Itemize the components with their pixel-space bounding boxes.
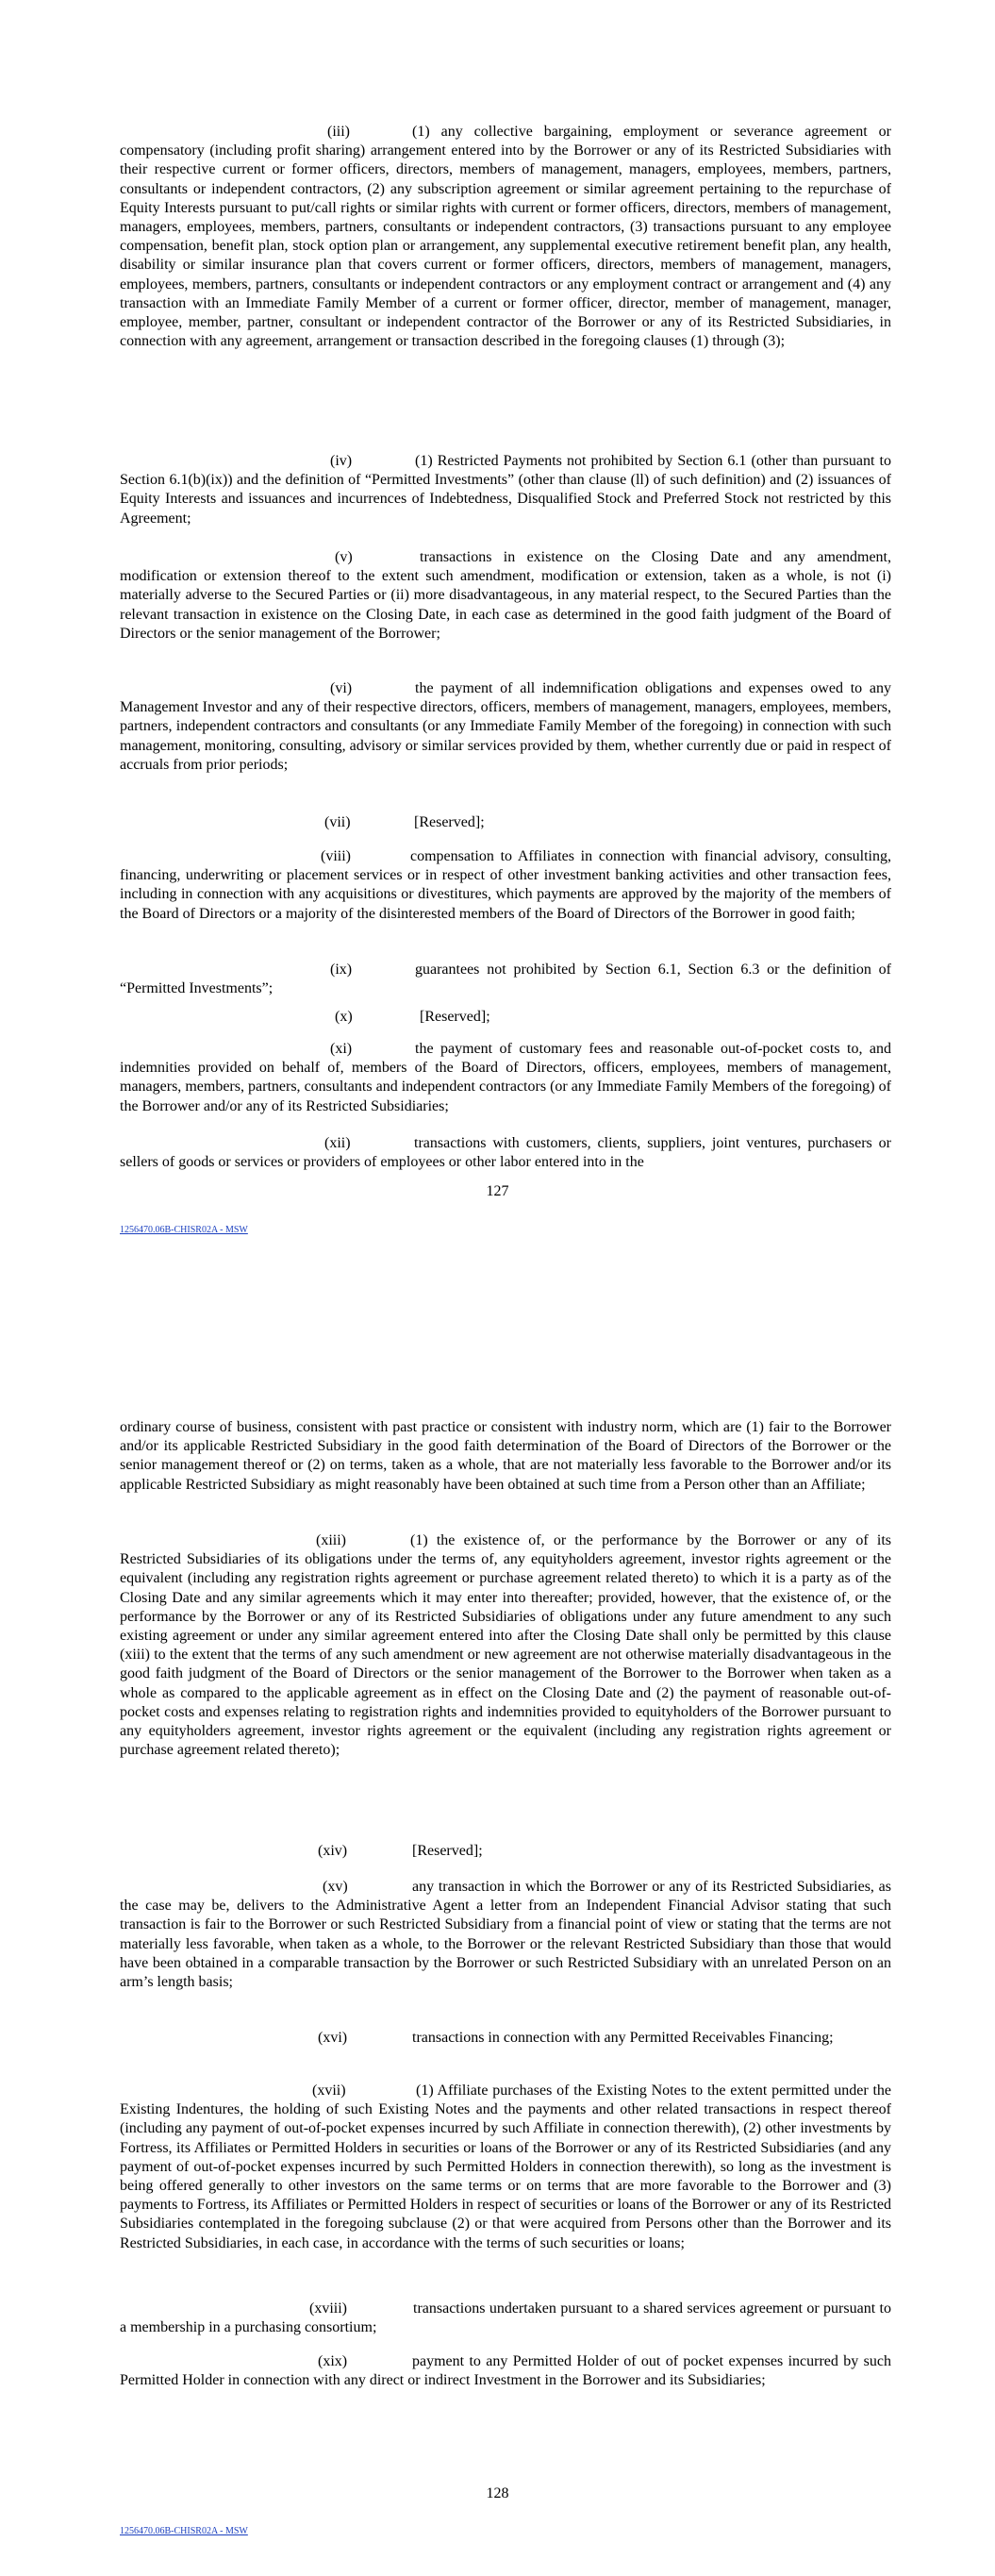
document-id-link[interactable]: 1256470.06B-CHISR02A - MSW xyxy=(120,1225,248,1235)
clause-text: (1) the existence of, or the performance by the Borrower or any of its Restricted Subsidiaries of its obligations under the terms of, any equityholders agreement, investor rights agreement or the equivalent (including any registration rights agreement or purchase agreement related thereto) to which it is a party as of the Closing Date and any similar agreements which it may enter into thereafter; provided, however, that the existence of, or the performance by the Borrower or any of its Restricted Subsidiaries of obligations under any future amendment to any such existing agreement or under any similar agreement entered into after the Closing Date shall only be permitted by this clause (xiii) to the extent that the terms of any such amendment or new agreement are not otherwise materially disadvantageous in the good faith judgment of the Board of Directors or the senior management of the Borrower to the Borrower when taken as a whole as compared to the applicable agreement as in effect on the Closing Date and (2) the payment of reasonable out-of-pocket costs and expenses relating to registration rights and indemnities provided to equityholders of the Borrower pursuant to any equityholders agreement, investor rights agreement or the equivalent (including any registration rights agreement or purchase agreement related thereto); xyxy=(120,1532,891,1759)
clause-xiv xyxy=(120,1842,891,1861)
continuation-paragraph: ordinary course of business, consistent with past practice or consistent with industry norm, which are (1) fair to the Borrower and/or its applicable Restricted Subsidiary in the good faith determination of the Board of Directors of the Borrower or the senior management thereof or (2) on terms, taken as a whole, that are not materially less favorable to the Borrower and/or its applicable Restricted Subsidiary as might reasonably have been obtained at such time from a Person other than an Affiliate; xyxy=(120,1419,891,1493)
clause-number: (viii) xyxy=(321,848,351,864)
clause-text: any transaction in which the Borrower or any of its Restricted Subsidiaries, as the case may be, delivers to the Administrative Agent a letter from an Independent Financial Advisor stating that such transaction is fair to the Borrower or such Restricted Subsidiary from a financial point of view or stating that the terms are not materially less favorable, when taken as a whole, to the Borrower or the relevant Restricted Subsidiary than those that would have been obtained in a comparable transaction by the Borrower or such Restricted Subsidiary with an unrelated Person on an arm’s length basis; xyxy=(120,1879,891,1991)
clause-iii xyxy=(120,123,891,351)
clause-text: the payment of all indemnification obligations and expenses owed to any Management Investor and any of their respective directors, officers, members of management, managers, employees, members, partners, independent contractors and consultants (or any Immediate Family Member of the foregoing) in connection with such management, monitoring, consulting, advisory or similar services provided by them, whether currently due or paid in respect of accruals from prior periods; xyxy=(120,680,891,773)
clause-xv xyxy=(120,1878,891,1992)
clause-text: transactions with customers, clients, suppliers, joint ventures, purchasers or sellers of goods or services or providers of employees or other labor entered into in the xyxy=(120,1135,891,1171)
clause-x xyxy=(120,1008,891,1027)
clause-xii xyxy=(120,1134,891,1172)
clause-number: (xix) xyxy=(318,2353,348,2369)
clause-text: transactions in existence on the Closing Date and any amendment, modification or extension thereof to the extent such amendment, modification or extension, taken as a whole, is not (i) materially adverse to the Secured Parties or (ii) more disadvantageous, in any material respect, to the Secured Parties than the relevant transaction in existence on the Closing Date, in each case as determined in the good faith judgment of the Board of Directors or the senior management of the Borrower; xyxy=(120,549,891,642)
clause-number: (vii) xyxy=(324,814,351,830)
clause-number: (xiv) xyxy=(318,1843,348,1859)
clause-text: payment to any Permitted Holder of out of pocket expenses incurred by such Permitted Holder in connection with any direct or indirect Investment in the Borrower and its Subsidiaries; xyxy=(120,2353,891,2389)
clause-number: (xii) xyxy=(324,1135,351,1151)
clause-vi xyxy=(120,679,891,775)
clause-text: (1) Affiliate purchases of the Existing Notes to the extent permitted under the Existing Indentures, the holding of such Existing Notes and the payments and other related transactions in respect thereof (including any payment of out-of-pocket expenses incurred by such Affiliate in connection therewith), (2) other investments by Fortress, its Affiliates or Permitted Holders in securities or loans of the Borrower or any of its Restricted Subsidiaries (and any payment of out-of-pocket expenses incurred by such Permitted Holders in connection therewith), so long as the investment is being offered generally to other investors on the same terms or on terms that are more favorable to the Borrower and (3) payments to Fortress, its Affiliates or Permitted Holders in respect of securities or loans of the Borrower or any of its Restricted Subsidiaries contemplated in the foregoing subclause (2) or that were acquired from Persons other than the Borrower and its Restricted Subsidiaries, in each case, in accordance with the terms of such securities or loans; xyxy=(120,2083,891,2251)
clause-xiii xyxy=(120,1531,891,1760)
clause-number: (vi) xyxy=(330,680,353,696)
clause-number: (iv) xyxy=(330,453,353,469)
clause-number: (iii) xyxy=(327,124,350,140)
clause-v xyxy=(120,548,891,644)
clause-xvii xyxy=(120,2082,891,2253)
clause-number: (x) xyxy=(335,1009,353,1025)
clause-text: (1) Restricted Payments not prohibited by Section 6.1 (other than pursuant to Section 6.1(b)(ix)) and the definition of “Permitted Investments” (other than clause (ll) of such definition) and (2) issuances of Equity Interests and issuances and incurrences of Indebtedness, Disqualified Stock and Preferred Stock not restricted by this Agreement; xyxy=(120,453,891,527)
clause-number: (xviii) xyxy=(309,2300,347,2317)
clause-vii xyxy=(120,813,891,832)
clause-text: [Reserved]; xyxy=(414,814,485,830)
clause-text: transactions undertaken pursuant to a shared services agreement or pursuant to a membership in a purchasing consortium; xyxy=(120,2300,891,2336)
clause-xvi xyxy=(120,2029,891,2048)
clause-text: (1) any collective bargaining, employment or severance agreement or compensatory (including profit sharing) arrangement entered into by the Borrower or any of its Restricted Subsidiaries with their respective current or former officers, directors, members of management, managers, employees, members, partners, consultants or independent contractors, (2) any subscription agreement or similar agreement pertaining to the repurchase of Equity Interests pursuant to put/call rights or similar rights with current or former officers, directors, members of management, managers, employees, members, partners, consultants or independent contractors, (3) transactions pursuant to any employee compensation, benefit plan, stock option plan or arrangement, any supplemental executive retirement benefit plan, any health, disability or similar insurance plan that covers current or former officers, directors, members of management, managers, employees, members, partners, consultants or independent contractors or any employment contract or arrangement and (4) any transaction with an Immediate Family Member of a current or former officer, director, member of management, manager, employee, member, partner, consultant or independent contractor of the Borrower or any of its Restricted Subsidiaries, in connection with any agreement, arrangement or transaction described in the foregoing clauses (1) through (3); xyxy=(120,124,891,350)
clause-ix xyxy=(120,961,891,998)
clause-number: (xi) xyxy=(330,1041,353,1057)
page-127 xyxy=(0,0,995,1264)
document-id-link[interactable]: 1256470.06B-CHISR02A - MSW xyxy=(120,2526,248,2536)
clause-text: [Reserved]; xyxy=(420,1009,490,1025)
clause-text: the payment of customary fees and reasonable out-of-pocket costs to, and indemnities provided on behalf of, members of the Board of Directors, officers, employees, members of management, managers, members, partners, consultants and independent contractors (or any Immediate Family Members of the foregoing) of the Borrower and/or any of its Restricted Subsidiaries; xyxy=(120,1041,891,1114)
clause-number: (ix) xyxy=(330,962,353,978)
clause-text: [Reserved]; xyxy=(412,1843,483,1859)
page-number: 127 xyxy=(486,1183,509,1199)
clause-text: guarantees not prohibited by Section 6.1, Section 6.3 or the definition of “Permitted Investments”; xyxy=(120,962,891,997)
clause-text: compensation to Affiliates in connection with financial advisory, consulting, financing, underwriting or placement services or in respect of other investment banking activities and other transaction fees, including in connection with any acquisitions or divestitures, which payments are approved by the majority of the members of the Board of Directors or a majority of the disinterested members of the Board of Directors of the Borrower in good faith; xyxy=(120,848,891,922)
clause-number: (v) xyxy=(335,549,353,565)
clause-text: transactions in connection with any Permitted Receivables Financing; xyxy=(412,2030,834,2046)
clause-viii xyxy=(120,847,891,924)
clause-number: (xiii) xyxy=(316,1532,346,1548)
clause-xi xyxy=(120,1040,891,1116)
clause-number: (xvii) xyxy=(312,2083,346,2099)
clause-number: (xv) xyxy=(323,1879,348,1895)
page-number: 128 xyxy=(486,2485,509,2501)
clause-xix xyxy=(120,2352,891,2390)
clause-number: (xvi) xyxy=(318,2030,348,2046)
clause-xviii xyxy=(120,2300,891,2337)
page-128 xyxy=(0,1264,995,2576)
clause-iv xyxy=(120,452,891,528)
